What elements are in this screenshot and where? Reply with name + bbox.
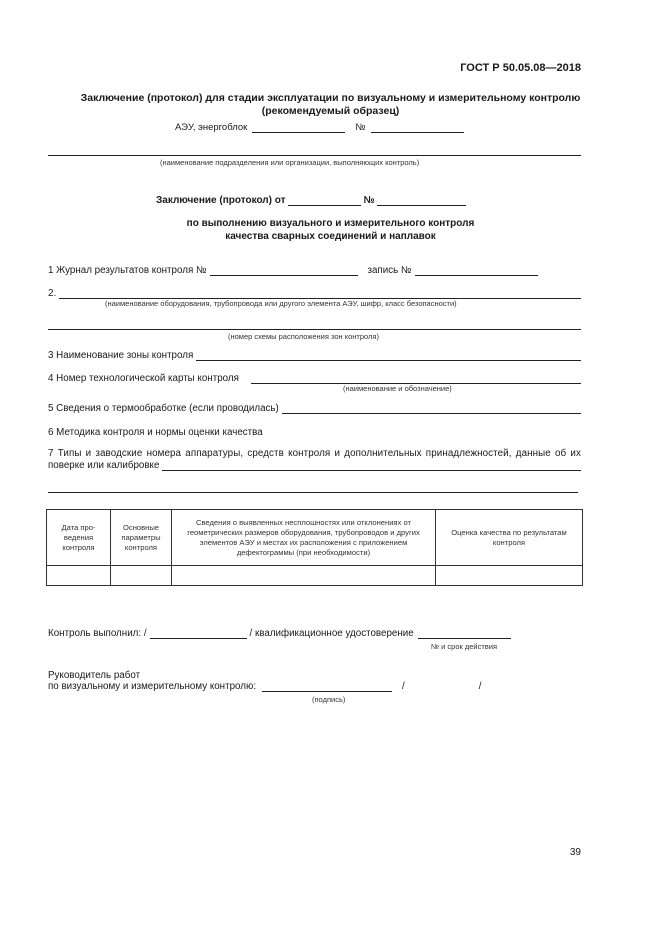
tech-card-caption: (наименование и обозначение) [343,384,452,393]
equipment-field[interactable] [59,288,581,299]
cell-date[interactable] [47,566,111,586]
col-header-assessment: Оценка качества по результатам контроля [436,510,583,566]
qualification-field[interactable] [418,628,511,639]
heat-treatment-field[interactable] [282,403,581,414]
performer-field[interactable] [150,628,247,639]
record-number-field[interactable] [415,265,538,276]
scheme-caption: (номер схемы расположения зон контроля) [228,332,379,341]
item-3-label: 3 Наименование зоны контроля [48,350,194,361]
npp-unit-row [175,122,464,133]
cell-assessment[interactable] [436,566,583,586]
equipment-caption: (наименование оборудования, трубопровода или другого элемента АЭУ, шифр, класс безопасности) [105,299,457,308]
npp-unit-field[interactable] [252,122,345,133]
conclusion-title-row [156,195,466,206]
slash-1: / [402,681,405,692]
scheme-number-field[interactable] [48,321,581,330]
page-number: 39 [569,847,581,858]
head-line-2: по визуальному и измерительному контролю: [48,681,257,692]
record-label: запись № [367,265,412,276]
table-row [47,566,583,586]
item-1-row [48,265,538,276]
organization-field[interactable] [48,147,581,156]
item-7-line-1: 7 Типы и заводские номера аппаратуры, средств контроля и дополнительных принадлежностей, данные об их [48,448,581,459]
col-header-date: Дата проведения контроля [47,510,111,566]
head-row [48,681,482,692]
qualification-caption: № и срок действия [431,642,498,651]
number-label: № [355,122,366,133]
conclusion-subtitle-2: качества сварных соединений и наплавок [225,231,436,242]
page-subtitle: (рекомендуемый образец) [261,105,400,117]
item-5-label: 5 Сведения о термообработке (если проводилась) [48,403,279,414]
equipment-types-field[interactable] [162,460,581,471]
col-header-defects: Сведения о выявленных несплошностях или отклонениях от геометрических размеров оборудования, трубопроводов и других элементов АЭУ и местах их расположения с приложением дефектограммы (при необходимости) [172,510,436,566]
conclusion-title: Заключение (протокол) от [156,195,286,206]
signature-caption: (подпись) [312,695,346,704]
item-7-row [48,460,581,471]
conclusion-date-field[interactable] [288,195,361,206]
qualification-label: / квалификационное удостоверение [249,628,414,639]
col-header-parameters: Основные параметры контроля [111,510,172,566]
number-field[interactable] [371,122,464,133]
item-2-label: 2. [48,288,57,299]
cell-parameters[interactable] [111,566,172,586]
tech-card-field[interactable] [251,373,581,384]
item-1-label: 1 Журнал результатов контроля № [48,265,207,276]
item-2-row [48,288,581,299]
performed-label: Контроль выполнил: / [48,628,147,639]
item-7-line-2: поверке или калибровке [48,460,160,471]
conclusion-number-field[interactable] [377,195,466,206]
equipment-types-field-2[interactable] [48,484,578,493]
performed-row [48,628,511,639]
head-signature-field[interactable] [262,681,392,692]
item-4-label: 4 Номер технологической карты контроля [48,373,239,384]
slash-2: / [478,681,482,692]
results-table [46,509,583,586]
item-6-label: 6 Методика контроля и нормы оценки качества [48,427,263,438]
standard-id: ГОСТ Р 50.05.08—2018 [460,62,581,74]
npp-unit-label: АЭУ, энергоблок [175,122,248,133]
head-line-1: Руководитель работ [48,670,141,681]
journal-number-field[interactable] [210,265,358,276]
organization-caption: (наименование подразделения или организации, выполняющих контроль) [160,158,420,167]
page-title: Заключение (протокол) для стадии эксплуатации по визуальному и измерительному контролю [80,92,581,104]
conclusion-subtitle-1: по выполнению визуального и измерительного контроля [186,218,475,229]
conclusion-number-label: № [363,195,375,206]
item-5-row [48,403,581,414]
item-3-row [48,350,581,361]
cell-defects[interactable] [172,566,436,586]
table-header-row [47,510,583,566]
item-4-row [48,373,581,384]
zone-name-field[interactable] [196,350,581,361]
